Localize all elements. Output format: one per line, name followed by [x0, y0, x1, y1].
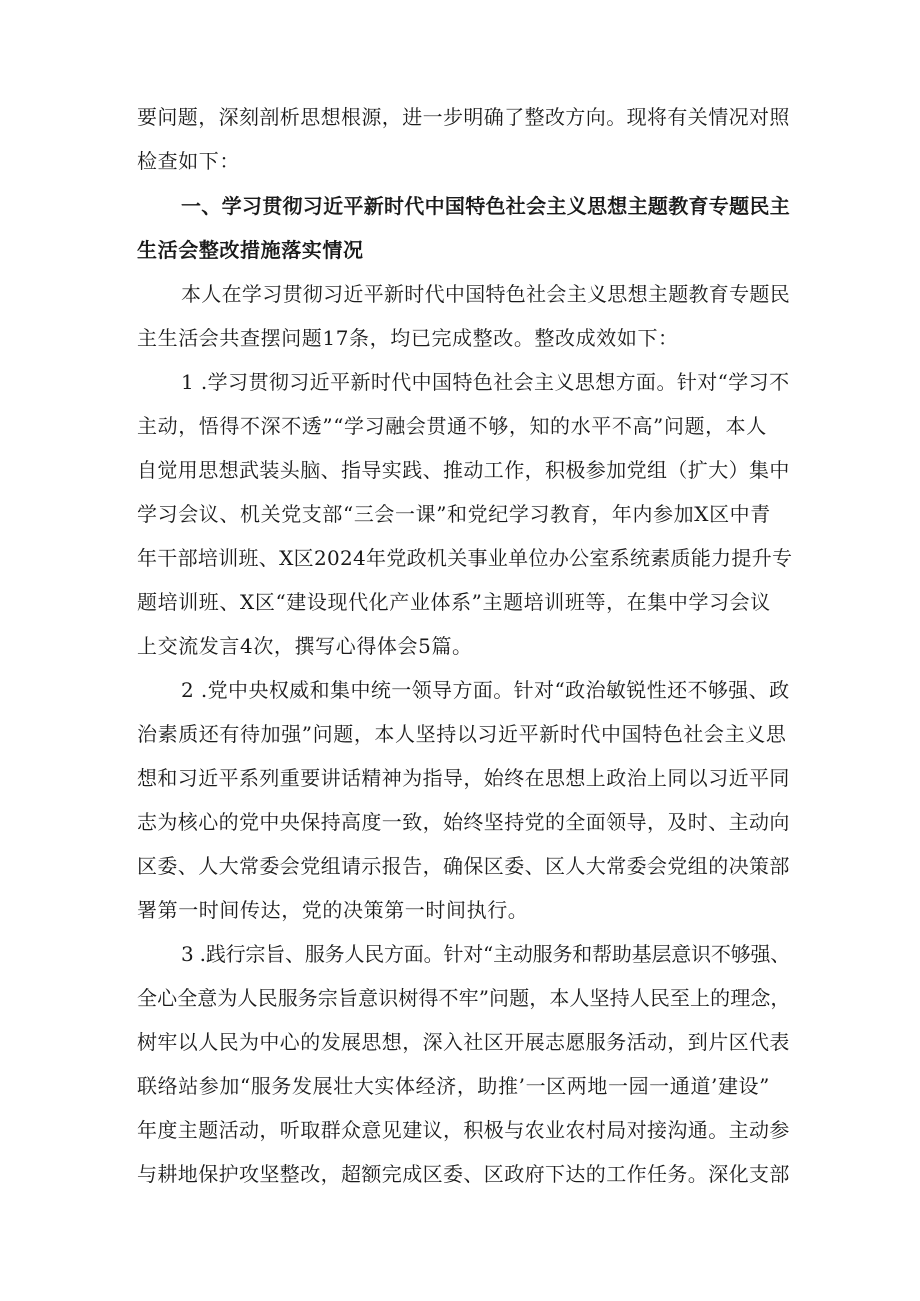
section-heading-line: 生活会整改措施落实情况: [137, 238, 364, 262]
text-line: 上交流发言4次，撰写心得体会5篇。: [137, 634, 473, 658]
text-line: 要问题，深刻剖析思想根源，进一步明确了整改方向。现将有关情况对照: [137, 105, 790, 129]
text-line: 1 .学习贯彻习近平新时代中国特色社会主义思想方面。针对“学习不: [181, 370, 790, 394]
text-line: 全心全意为人民服务宗旨意识树得不牢”问题，本人坚持人民至上的理念，: [137, 986, 791, 1010]
text-line: 署第一时间传达，党的决策第一时间执行。: [137, 898, 529, 922]
text-line: 与耕地保护攻坚整改，超额完成区委、区政府下达的工作任务。深化支部: [137, 1162, 790, 1186]
text-line: 自觉用思想武装头脑、指导实践、推动工作，积极参加党组（扩大）集中: [137, 458, 790, 482]
text-line: 联络站参加“服务发展壮大实体经济，助推’一区两地一园一通道’建设”: [137, 1074, 770, 1098]
text-line: 治素质还有待加强”问题，本人坚持以习近平新时代中国特色社会主义思: [137, 722, 787, 746]
text-line: 学习会议、机关党支部“三会一课”和党纪学习教育，年内参加X区中青: [137, 502, 771, 526]
text-line: 想和习近平系列重要讲话精神为指导，始终在思想上政治上同以习近平同: [137, 766, 790, 790]
text-line: 年干部培训班、X区2024年党政机关事业单位办公室系统素质能力提升专: [137, 546, 793, 570]
text-line: 本人在学习贯彻习近平新时代中国特色社会主义思想主题教育专题民: [181, 282, 790, 306]
text-line: 志为核心的党中央保持高度一致，始终坚持党的全面领导，及时、主动向: [137, 810, 790, 834]
section-heading-line: 一、学习贯彻习近平新时代中国特色社会主义思想主题教育专题民主: [181, 194, 790, 218]
text-line: 年度主题活动，听取群众意见建议，积极与农业农村局对接沟通。主动参: [137, 1118, 790, 1142]
text-line: 主动，悟得不深不透”“学习融会贯通不够，知的水平不高”问题，本人: [137, 414, 767, 438]
text-line: 主生活会共查摆问题17条，均已完成整改。整改成效如下：: [137, 326, 679, 350]
text-line: 2 .党中央权威和集中统一领导方面。针对“政治敏锐性还不够强、政: [181, 678, 790, 702]
text-line: 检查如下：: [137, 149, 240, 173]
text-line: 树牢以人民为中心的发展思想，深入社区开展志愿服务活动，到片区代表: [137, 1030, 790, 1054]
text-line: 题培训班、X区“建设现代化产业体系”主题培训班等，在集中学习会议: [137, 590, 771, 614]
text-line: 3 .践行宗旨、服务人民方面。针对“主动服务和帮助基层意识不够强、: [181, 942, 791, 966]
text-line: 区委、人大常委会党组请示报告，确保区委、区人大常委会党组的决策部: [137, 854, 790, 878]
